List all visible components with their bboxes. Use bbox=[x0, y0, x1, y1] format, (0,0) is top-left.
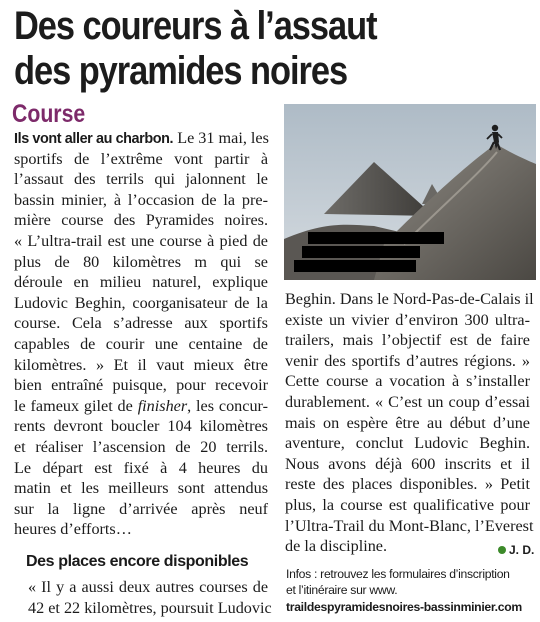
body-text-line: bien entraîné puisque, pour recevoir bbox=[14, 376, 268, 395]
author-signature bbox=[498, 543, 534, 557]
title-line-1: Des coureurs à l’assaut bbox=[14, 4, 377, 48]
info-line: et l’itinéraire sur www. bbox=[286, 583, 398, 597]
article-photo bbox=[284, 104, 536, 280]
body-text-line: 42 et 22 kilomètres, poursuit Ludovic bbox=[28, 598, 272, 617]
body-text-line: durablement. « C’est un coup d’essai bbox=[285, 392, 530, 411]
body-text-italic: finisher bbox=[137, 396, 188, 415]
body-text-line: sur la ligne d’arrivée après neuf bbox=[14, 499, 268, 518]
body-text-line: heures d’efforts… bbox=[14, 520, 132, 539]
body-text-line: sportifs de l’extrême vont partir à bbox=[14, 149, 268, 168]
section-subheading: Des places encore disponibles bbox=[26, 553, 249, 570]
website-link[interactable]: traildespyramidesnoires-bassinminier.com bbox=[286, 600, 522, 614]
body-text-line: mière course des Pyramides noires. bbox=[14, 211, 268, 230]
body-text-fragment: , les concur- bbox=[187, 396, 268, 415]
body-text-line: et réaliser l’ascension de 20 terrils. bbox=[14, 437, 268, 456]
body-text-line: course. Cela s’adresse aux sportifs bbox=[14, 314, 268, 333]
body-text-line: mais on espère être au début d’une bbox=[285, 413, 530, 432]
lead-in: Ils vont aller au charbon. bbox=[14, 131, 174, 147]
body-text-line: l’Ultra-Trail du Mont-Blanc, l’Everest bbox=[285, 516, 534, 535]
rubric-label: Course bbox=[12, 100, 86, 128]
body-text-line: « Il y a aussi deux autres courses de bbox=[28, 578, 268, 596]
body-text-line: trailers, mais l’objectif est de faire bbox=[285, 331, 530, 350]
body-text-line: de la discipline. bbox=[285, 537, 388, 556]
body-column-1-continued bbox=[28, 577, 272, 618]
body-text-line: plus, la course est qualificative pour bbox=[285, 495, 530, 514]
body-text-line: venir des sportifs d’autres régions. » bbox=[285, 351, 530, 370]
body-text-line: « L’ultra-trail est une course à pied de bbox=[14, 231, 268, 250]
body-text-line: capables de courir une centaine de bbox=[14, 334, 268, 353]
info-box bbox=[286, 566, 536, 615]
body-text-line: Le 31 mai, les bbox=[173, 129, 269, 147]
title-line-2: des pyramides noires bbox=[14, 49, 348, 93]
body-text-line: bassin minier, à l’occasion de la pre- bbox=[14, 190, 268, 209]
body-text-line: existe un vivier d’environ 300 ultra- bbox=[285, 310, 530, 329]
body-column-1 bbox=[14, 128, 268, 540]
body-text-line: Ludovic Beghin, coorganisateur de la bbox=[14, 293, 268, 312]
info-line: Infos : retrouvez les formulaires d’inscription bbox=[286, 567, 510, 581]
body-text-line: rents devront boucler 104 kilomètres bbox=[14, 417, 268, 436]
body-text-line: matin et les meilleurs sont attendus bbox=[14, 479, 268, 498]
terril-runner-photo bbox=[284, 104, 536, 280]
signature-text: J. D. bbox=[509, 543, 535, 557]
body-text-line: déroule en milieu naturel, explique bbox=[14, 273, 268, 292]
body-text-line: Nous avons déjà 600 inscrits et il bbox=[285, 454, 530, 473]
body-column-2 bbox=[285, 289, 534, 557]
body-text-line: Cette course a vocation à s’installer bbox=[285, 372, 530, 391]
body-text-line: aventure, conclut Ludovic Beghin. bbox=[285, 434, 530, 453]
body-text-line: plus de 80 kilomètres m qui se bbox=[14, 252, 268, 271]
article-title bbox=[14, 4, 461, 94]
body-text-fragment: le fameux gilet de bbox=[14, 396, 138, 415]
body-text-line: Le départ est fixé à 4 heures du bbox=[14, 458, 268, 477]
body-text-line: kilomètres. » Et il vaut mieux être bbox=[14, 355, 268, 374]
body-text-line: reste des places disponibles. » Petit bbox=[285, 475, 530, 494]
body-text-line: l’assaut des terrils qui jalonnent le bbox=[14, 170, 268, 189]
body-text-line: Beghin. Dans le Nord-Pas-de-Calais il bbox=[285, 290, 534, 308]
bullet-dot-icon bbox=[498, 546, 506, 554]
